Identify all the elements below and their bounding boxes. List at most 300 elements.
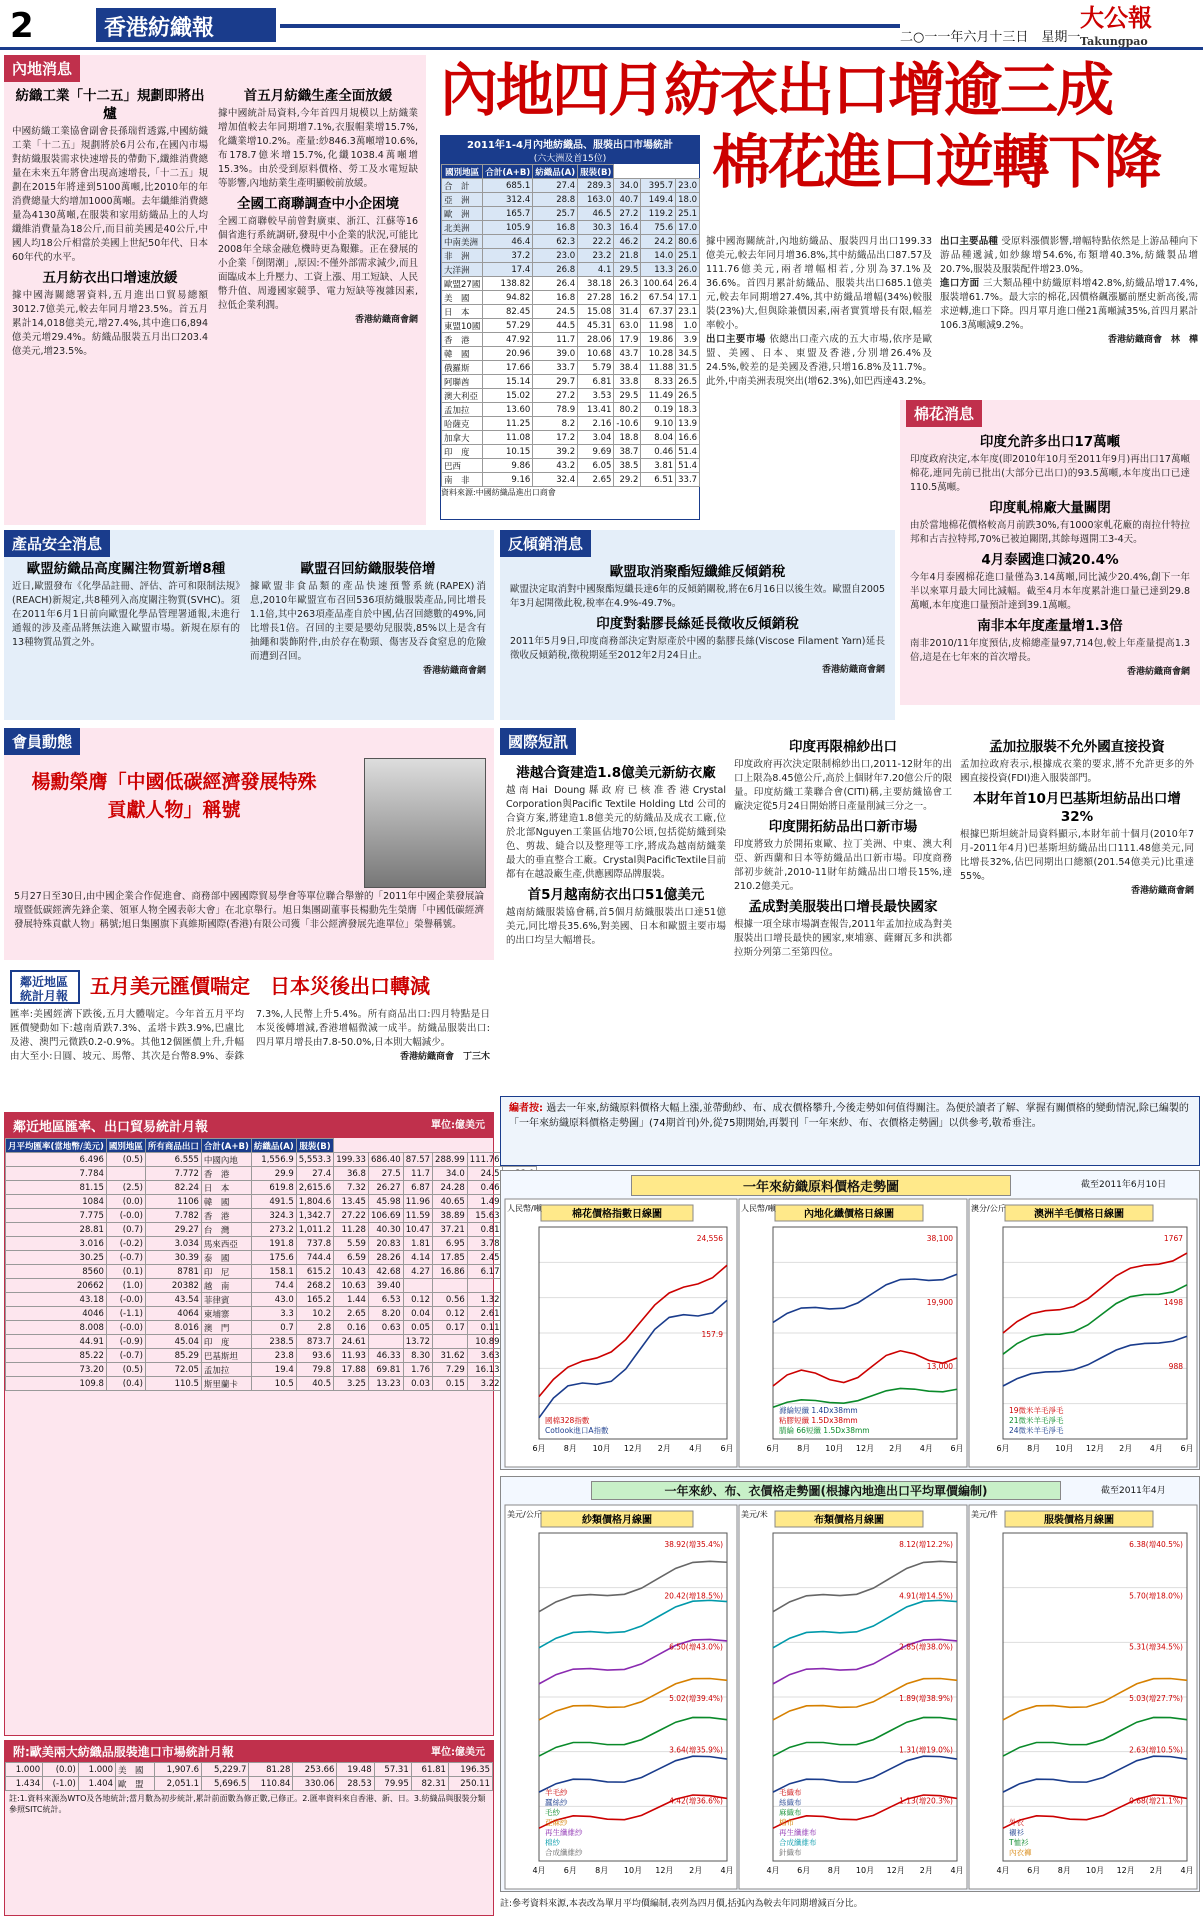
table-cell: 台 灣 — [201, 1223, 251, 1237]
column-header: 國別地區 — [106, 1139, 145, 1153]
table-cell: 中南美洲 — [442, 235, 483, 249]
table-cell: 119.2 — [641, 207, 676, 221]
section-member: 會員動態 — [4, 728, 80, 755]
table-cell: 8.33 — [641, 375, 676, 389]
x-tick-label: 4月 — [766, 1866, 780, 1875]
x-tick-label: 4月 — [532, 1866, 546, 1875]
article-svhc — [12, 556, 240, 716]
table-cell: 38.18 — [578, 277, 614, 291]
table-row — [6, 1223, 537, 1237]
article-body: 越南Hai Doung縣政府已核准香港Crystal Corporation與Pacific Textile Holding Ltd 公司的合資方案,將建造1.8億美元的紡織品及成衣工廠,位於北部Nguyen工業區佔地70公頃,包括從紡織到染色、剪裁、縫合以及整理等工序,將成為越南紡織業最大的垂直整合工廠。Crystal與PacificTextile目前都有在越設廠生產,供應國際品牌服裝。 — [506, 785, 726, 880]
x-tick-label: 8月 — [563, 1444, 577, 1453]
column-header: 所有商品出口 — [145, 1139, 201, 1153]
table-cell: 45.04 — [145, 1335, 201, 1349]
table-cell: 6.87 — [403, 1181, 432, 1195]
table-cell: 23.2 — [578, 249, 614, 263]
table-row — [442, 473, 700, 487]
table-title-bar — [5, 1741, 493, 1762]
article-body: 歐盟決定取消對中國聚酯短纖長達6年的反傾銷關稅,將在6月16日以後生效。歐盟自2005年3月起開徵此稅,稅率在4.9%-49.7%。 — [510, 584, 885, 609]
article-subtitle: 五月紡衣出口增速放緩 — [42, 270, 178, 286]
article-subtitle: 進口方面 — [940, 278, 980, 289]
x-tick-label: 6月 — [797, 1866, 811, 1875]
table-cell: (2.5) — [106, 1181, 145, 1195]
table-cell: 日 本 — [442, 305, 483, 319]
table-cell: 1,556.9 — [251, 1153, 296, 1167]
article-title: 孟加拉服裝不允外國直接投資 — [989, 739, 1165, 755]
table-cell: 105.9 — [483, 221, 533, 235]
table-cell — [467, 1279, 502, 1293]
table-cell: 香 港 — [201, 1167, 251, 1181]
x-tick-label: 4月 — [950, 1866, 964, 1875]
table-cell: 13.23 — [368, 1377, 403, 1391]
data-label: 24,556 — [696, 1234, 723, 1243]
table-cell: 15.63 — [467, 1209, 502, 1223]
table-cell: 24.61 — [334, 1335, 369, 1349]
table-cell: 4064 — [145, 1307, 201, 1321]
table-cell: 23.1 — [676, 305, 700, 319]
article-title: 4月泰國進口減20.4% — [981, 552, 1119, 568]
data-label: 13,000 — [926, 1362, 953, 1371]
article-body: 印度將致力於開拓東歐、拉丁美洲、中東、澳大利亞、新西蘭和日本等紡織品出口新市場。印度商務部初步統計,2010-11財年紡織品出口增長15%,達210.2億美元。 — [734, 839, 952, 892]
portrait-photo — [364, 758, 486, 888]
column-header: 合計(A+B) — [483, 165, 533, 179]
table-cell: 26.3 — [614, 277, 641, 291]
table-cell: 27.2 — [614, 207, 641, 221]
chart-footnote: 註:參考資料來源,本表改為單月平均價編制,表列為四月價,括弧內為較去年同期增減百分比。 — [500, 1899, 863, 1909]
table-cell: 273.2 — [251, 1223, 296, 1237]
table-cell: 2.45 — [467, 1251, 502, 1265]
table-cell: 4.1 — [578, 263, 614, 277]
column-header: 紡織品(A) — [533, 165, 578, 179]
table-row — [442, 305, 700, 319]
table-row — [442, 319, 700, 333]
article-title: 歐盟召回紡織服裝倍增 — [300, 561, 436, 577]
x-tick-label: 4月 — [720, 1866, 734, 1875]
table-cell: 9.69 — [578, 445, 614, 459]
table-cell: 16.6 — [676, 431, 700, 445]
table-cell: 80.6 — [676, 235, 700, 249]
table-cell: 74.4 — [251, 1279, 296, 1293]
table-cell — [433, 1279, 468, 1293]
column-header: 服裝(B) — [296, 1139, 333, 1153]
table-note: 資料來源:中國紡織品進出口商會 — [441, 488, 556, 497]
table-cell: 196.35 — [448, 1763, 492, 1777]
table-body — [5, 1138, 537, 1391]
table-cell: 7.32 — [334, 1181, 369, 1195]
table-cell: 31.5 — [676, 361, 700, 375]
lead-headline-1: 內地四月紡衣出口增逾三成 — [440, 56, 1113, 124]
table-cell: 69.81 — [368, 1363, 403, 1377]
table-cell: 15.02 — [483, 389, 533, 403]
table-cell: 7.782 — [145, 1209, 201, 1223]
table-cell: 93.6 — [296, 1349, 333, 1363]
yarn-cloth-garment-charts — [500, 1476, 1200, 1892]
table-cell: 0.04 — [403, 1307, 432, 1321]
x-tick-label: 12月 — [623, 1444, 643, 1453]
table-cell: 34.0 — [433, 1167, 468, 1181]
table-cell: 72.05 — [145, 1363, 201, 1377]
table-cell: 40.65 — [433, 1195, 468, 1209]
article-title: 歐盟取消聚酯短纖維反傾銷稅 — [609, 564, 786, 580]
table-cell: 菲律賓 — [201, 1293, 251, 1307]
table-cell: 8.008 — [6, 1321, 107, 1335]
legend-entry: 21微米羊毛淨毛 — [1009, 1416, 1064, 1425]
table-cell: 5,696.5 — [202, 1777, 249, 1791]
table-cell: 6.81 — [578, 375, 614, 389]
table-cell: 南 非 — [442, 473, 483, 487]
table-cell: 8781 — [145, 1265, 201, 1279]
table-row — [442, 389, 700, 403]
legend-entry: 合成纖維布 — [779, 1838, 817, 1847]
table-cell: 685.1 — [483, 179, 533, 193]
table-cell: 82.31 — [411, 1777, 448, 1791]
article-body: 根據巴斯坦統計局資料顯示,本財年前十個月(2010年7月-2011年4月)巴基斯坦紡織品出口111.48億美元,同比增長32%,佔巴同期出口總額(201.54億美元)比重達55%。 — [960, 829, 1194, 882]
x-tick-label: 2月 — [689, 1866, 703, 1875]
table-cell: 4.27 — [403, 1265, 432, 1279]
table-cell: 26.5 — [676, 375, 700, 389]
table-cell: 25.1 — [676, 207, 700, 221]
table-cell: 67.37 — [641, 305, 676, 319]
table-cell: 19.4 — [251, 1363, 296, 1377]
table-cell: (0.1) — [106, 1265, 145, 1279]
page-number: 2 — [10, 6, 34, 46]
table-cell: 2,051.1 — [154, 1777, 201, 1791]
x-tick-label: 10月 — [855, 1866, 875, 1875]
table-row — [442, 361, 700, 375]
y-axis-label: 美元/公斤 — [507, 1510, 542, 1519]
table-cell: 0.16 — [334, 1321, 369, 1335]
article-body: 據中國海關統計,內地紡織品、服裝四月出口199.33億美元,較去年同月增36.8%,其中紡織品出口87.57及111.76億美元,兩者增幅相若,分別為37.1%及36.6%。首四月累計紡織品、服裝共出口685.1億美元,較去年同期增27.4%,其中紡織品增幅(34%)較服裝(23%)大,但與除兼價因素,兩者實質增長有限,幅差率較小。 — [706, 236, 932, 331]
table-cell: 5.79 — [578, 361, 614, 375]
table-cell: 10.15 — [483, 445, 533, 459]
article-body: 據中國海關總署資料,五月進出口貿易總額3012.7億美元,較去年同月增23.5%。首五月累計14,018億美元,增27.4%,其中進口6,894億美元增29.4%。紡織品服裝五月出口203.4億美元,增23.5%。 — [12, 290, 208, 357]
table-cell: 13.41 — [578, 403, 614, 417]
intl-news-panel — [500, 728, 1200, 1090]
table-cell: 13.72 — [403, 1335, 432, 1349]
table-cell: 312.4 — [483, 193, 533, 207]
table-cell: 巴西 — [442, 459, 483, 473]
table-cell: 43.7 — [614, 347, 641, 361]
article-title: 歐盟紡織品高度關注物質新增8種 — [26, 561, 226, 577]
table-cell: 27.4 — [533, 179, 578, 193]
table-cell: 250.11 — [448, 1777, 492, 1791]
section-antidump: 反傾銷消息 — [500, 530, 591, 557]
table-cell: 45.98 — [368, 1195, 403, 1209]
member-news-panel — [4, 728, 494, 960]
table-cell: 28.81 — [6, 1223, 107, 1237]
export-market-table — [440, 135, 700, 520]
table-cell: 33.7 — [533, 361, 578, 375]
table-cell: 191.8 — [251, 1237, 296, 1251]
x-tick-label: 8月 — [797, 1444, 811, 1453]
byline: 香港紡織商會網 — [354, 315, 418, 325]
article-body: 越南紡織服裝協會稱,首5個月紡織服裝出口達51億美元,同比增長35.6%,對美國、日本和歐盟主要市場的出口均呈大幅增長。 — [506, 907, 726, 946]
table-cell: 韓 國 — [201, 1195, 251, 1209]
table-row — [6, 1335, 537, 1349]
table-cell: 57.29 — [483, 319, 533, 333]
legend-entry: 毛紗 — [545, 1808, 560, 1817]
intl-col-1 — [506, 760, 726, 1088]
table-cell: 2.65 — [334, 1307, 369, 1321]
data-label: 988 — [1168, 1362, 1183, 1371]
byline: 香港紡織商會網 — [1126, 667, 1190, 677]
table-row — [6, 1265, 537, 1279]
table-cell: 109.8 — [6, 1377, 107, 1391]
x-tick-label: 10月 — [623, 1866, 643, 1875]
region-body — [10, 1008, 490, 1104]
table-cell: 2,615.6 — [296, 1181, 333, 1195]
table-cell: 加拿大 — [442, 431, 483, 445]
member-headline: 楊勳榮膺「中國低碳經濟發展特殊貢獻人物」稱號 — [31, 771, 317, 821]
table-cell: 17.9 — [614, 333, 641, 347]
legend-entry: 19微米羊毛淨毛 — [1009, 1406, 1064, 1415]
chart-title: 澳洲羊毛價格日線圖 — [1034, 1209, 1124, 1220]
table-cell: 737.8 — [296, 1237, 333, 1251]
article-body: 南非2010/11年度預估,皮棉總產量97,714包,較上年產量提高1.3倍,這是在七年來的首次增長。 — [910, 638, 1190, 663]
table-cell: 85.29 — [145, 1349, 201, 1363]
table-cell: 16.8 — [533, 221, 578, 235]
table-cell: 27.22 — [334, 1209, 369, 1223]
table-cell: 253.66 — [293, 1763, 337, 1777]
table-cell: 7.784 — [6, 1167, 107, 1181]
table-cell: 163.0 — [578, 193, 614, 207]
table-cell: 37.21 — [433, 1223, 468, 1237]
table-cell: 6.53 — [368, 1293, 403, 1307]
data-label: 5.02(增39.4%) — [669, 1694, 723, 1703]
article-exports — [706, 235, 932, 520]
table-cell: 79.8 — [296, 1363, 333, 1377]
article-subtitle: 首五月紡織生產全面放緩 — [243, 88, 393, 104]
table-cell: 10.68 — [578, 347, 614, 361]
data-label: 5.03(增27.7%) — [1129, 1694, 1183, 1703]
table-cell: 43.2 — [533, 459, 578, 473]
table-body — [5, 1762, 493, 1791]
brand-title: 香港紡織報 — [96, 8, 276, 42]
table-cell: 孟加拉 — [442, 403, 483, 417]
table-cell: 26.0 — [676, 263, 700, 277]
table-cell: 25.7 — [533, 207, 578, 221]
table-cell: 印 度 — [201, 1335, 251, 1349]
euus-import-table — [4, 1740, 494, 1916]
header-rule — [280, 24, 900, 28]
table-cell: 23.0 — [533, 249, 578, 263]
data-label: 38,100 — [926, 1234, 953, 1243]
x-tick-label: 6月 — [720, 1444, 734, 1453]
table-row — [442, 375, 700, 389]
data-label: 19,900 — [926, 1298, 953, 1307]
table-cell: 4.14 — [403, 1251, 432, 1265]
data-label: 5.31(增34.5%) — [1129, 1642, 1183, 1652]
table-cell: 27.4 — [296, 1167, 333, 1181]
table-cell: 30.3 — [578, 221, 614, 235]
table-row — [6, 1321, 537, 1335]
legend-entry: T恤衫 — [1009, 1838, 1029, 1847]
table-cell: (1.0) — [106, 1279, 145, 1293]
table-cell: 1.0 — [676, 319, 700, 333]
table-cell: 34.5 — [676, 347, 700, 361]
table-cell: 17.66 — [483, 361, 533, 375]
table-cell: 6.51 — [641, 473, 676, 487]
table-cell: 67.54 — [641, 291, 676, 305]
y-axis-label: 美元/件 — [971, 1510, 998, 1519]
table-cell: 7.775 — [6, 1209, 107, 1223]
table-cell: 619.8 — [251, 1181, 296, 1195]
table-cell: 24.2 — [641, 235, 676, 249]
table-cell: 美 國 — [116, 1763, 155, 1777]
table-cell: 2.61 — [467, 1307, 502, 1321]
table-cell: 29.2 — [614, 473, 641, 487]
table-cell: 6.05 — [578, 459, 614, 473]
x-tick-label: 2月 — [657, 1444, 671, 1453]
x-tick-label: 6月 — [563, 1866, 577, 1875]
table-cell: 13.9 — [676, 417, 700, 431]
article-body: 受原料漲價影響,增幅特點依然是上游品種向下游品種遞減,如紗線增54.6%,布類增40.3%,紡織製品增20.7%,服裝及服裝配件增23.0%。 — [940, 236, 1198, 275]
data-label: 4.91(增14.5%) — [899, 1591, 953, 1601]
table-cell: 印 尼 — [201, 1265, 251, 1279]
article-title: 孟成對美服裝出口增長最快國家 — [748, 899, 938, 915]
table-cell: 5,229.7 — [202, 1763, 249, 1777]
table-cell: 38.4 — [614, 361, 641, 375]
byline: 香港紡織商會網 — [821, 665, 885, 675]
table-cell: 北美洲 — [442, 221, 483, 235]
chart-title: 布類價格月線圖 — [814, 1515, 884, 1526]
article-subtitle: 出口主要品種 — [940, 236, 999, 247]
table-cell: 149.4 — [641, 193, 676, 207]
legend-entry: 麻織布 — [779, 1808, 802, 1817]
legend-entry: 襯衫 — [1009, 1828, 1024, 1837]
x-tick-label: 6月 — [532, 1444, 546, 1453]
table-cell: 51.4 — [676, 459, 700, 473]
table-cell: 24.5 — [467, 1167, 502, 1181]
table-cell: 158.1 — [251, 1265, 296, 1279]
x-tick-label: 2月 — [889, 1444, 903, 1453]
table-cell — [368, 1335, 403, 1349]
table-cell: (0.0) — [43, 1763, 79, 1777]
table-cell: 15.14 — [483, 375, 533, 389]
table-row — [6, 1153, 537, 1167]
table-cell: 16.13 — [467, 1363, 502, 1377]
table-cell: 0.56 — [433, 1293, 468, 1307]
table-cell: (-0.0) — [106, 1209, 145, 1223]
page-header — [0, 0, 1203, 50]
table-title-bar — [5, 1113, 493, 1138]
article-body: 孟加拉政府表示,根據成衣業的要求,將不允許更多的外國直接投資(FDI)進入服裝部門。 — [960, 759, 1194, 784]
table-body — [441, 164, 700, 487]
table-cell: 11.49 — [641, 389, 676, 403]
table-cell: 36.8 — [334, 1167, 369, 1181]
legend-entry: 腈綸 66短纖 1.5Dx38mm — [779, 1426, 870, 1435]
table-cell: 75.6 — [641, 221, 676, 235]
table-cell: 9.10 — [641, 417, 676, 431]
table-cell: 46.4 — [483, 235, 533, 249]
legend-entry: 滌綸短纖 1.4Dx38mm — [779, 1406, 858, 1415]
table-cell: 110.5 — [145, 1377, 201, 1391]
table-row — [6, 1363, 537, 1377]
table-cell: 巴基斯坦 — [201, 1349, 251, 1363]
table-cell: 11.93 — [334, 1349, 369, 1363]
table-cell: 32.4 — [533, 473, 578, 487]
table-cell: 25.1 — [676, 249, 700, 263]
table-cell: 106.69 — [368, 1209, 403, 1223]
table-cell: 1.76 — [403, 1363, 432, 1377]
table-row — [6, 1377, 537, 1391]
table-cell: 6.59 — [334, 1251, 369, 1265]
table-cell: 23.0 — [676, 179, 700, 193]
table-row — [6, 1251, 537, 1265]
byline: 香港紡織商會網 — [1130, 886, 1194, 896]
table-cell: 26.8 — [533, 263, 578, 277]
antidump-news-panel — [500, 530, 895, 720]
table-cell: 85.22 — [6, 1349, 107, 1363]
table-cell: 柬埔寨 — [201, 1307, 251, 1321]
table-cell: 28.8 — [533, 193, 578, 207]
table-cell: (0.5) — [106, 1153, 145, 1167]
fiber-price-chart — [739, 1199, 967, 1467]
table-cell: 11.98 — [641, 319, 676, 333]
chart-banner: 一年來紗、布、衣價格走勢圖(根據內地進出口平均單價編制) — [591, 1481, 1061, 1500]
table-cell: 17.85 — [433, 1251, 468, 1265]
table-cell: 29.5 — [614, 389, 641, 403]
table-cell: 10.2 — [296, 1307, 333, 1321]
table-cell: 3.04 — [578, 431, 614, 445]
table-cell: 23.8 — [251, 1349, 296, 1363]
article-title: 本財年首10月巴基斯坦紡品出口增32% — [973, 791, 1181, 825]
table-cell: 10.89 — [467, 1335, 502, 1349]
newspaper-logo: 大公報 Takungpao — [1080, 3, 1152, 48]
section-intl: 國際短訊 — [500, 728, 576, 755]
table-row — [442, 347, 700, 361]
article-title: 紡織工業「十二五」規劃即將出爐 — [15, 88, 205, 122]
table-cell: 歐 洲 — [442, 207, 483, 221]
x-tick-label: 4月 — [1149, 1444, 1163, 1453]
table-cell: 73.20 — [6, 1363, 107, 1377]
table-cell — [106, 1167, 145, 1181]
table-cell: 744.4 — [296, 1251, 333, 1265]
table-cell: 39.40 — [368, 1279, 403, 1293]
article-body: 由於當地棉花價格較高月前跌30%,有1000家軋花廠的南拉什特拉邦和古吉拉特邦,70%已被迫關閉,其餘每週開工3-4天。 — [910, 520, 1190, 545]
table-cell: 30.39 — [145, 1251, 201, 1265]
column-header: 紡織品(A) — [251, 1139, 296, 1153]
x-tick-label: 2月 — [1119, 1444, 1133, 1453]
table-row — [442, 179, 700, 193]
table-row — [6, 1209, 537, 1223]
table-cell: -10.6 — [614, 417, 641, 431]
table-cell: 11.59 — [403, 1209, 432, 1223]
data-label: 6.50(增43.0%) — [669, 1642, 723, 1652]
data-label: 3.64(增35.9%) — [669, 1745, 723, 1755]
table-cell: 19.48 — [337, 1763, 374, 1777]
chart-title: 服裝價格月線圖 — [1044, 1515, 1114, 1526]
table-cell: 39.0 — [533, 347, 578, 361]
x-tick-label: 4月 — [689, 1444, 703, 1453]
table-cell: 1.32 — [467, 1293, 502, 1307]
cotton-articles — [900, 427, 1200, 707]
table-cell: 27.2 — [533, 389, 578, 403]
table-row — [442, 459, 700, 473]
table-row — [442, 431, 700, 445]
table-cell: 香 港 — [442, 333, 483, 347]
table-cell: 24.5 — [533, 305, 578, 319]
x-tick-label: 4月 — [996, 1866, 1010, 1875]
table-cell: 79.95 — [374, 1777, 411, 1791]
x-tick-label: 12月 — [1085, 1444, 1105, 1453]
table-row — [442, 263, 700, 277]
table-cell: 5,553.3 — [296, 1153, 333, 1167]
table-cell: 5.59 — [334, 1237, 369, 1251]
table-cell: 22.2 — [578, 235, 614, 249]
table-cell: 10.5 — [251, 1377, 296, 1391]
article-title: 印度允許多出口17萬噸 — [979, 434, 1121, 450]
